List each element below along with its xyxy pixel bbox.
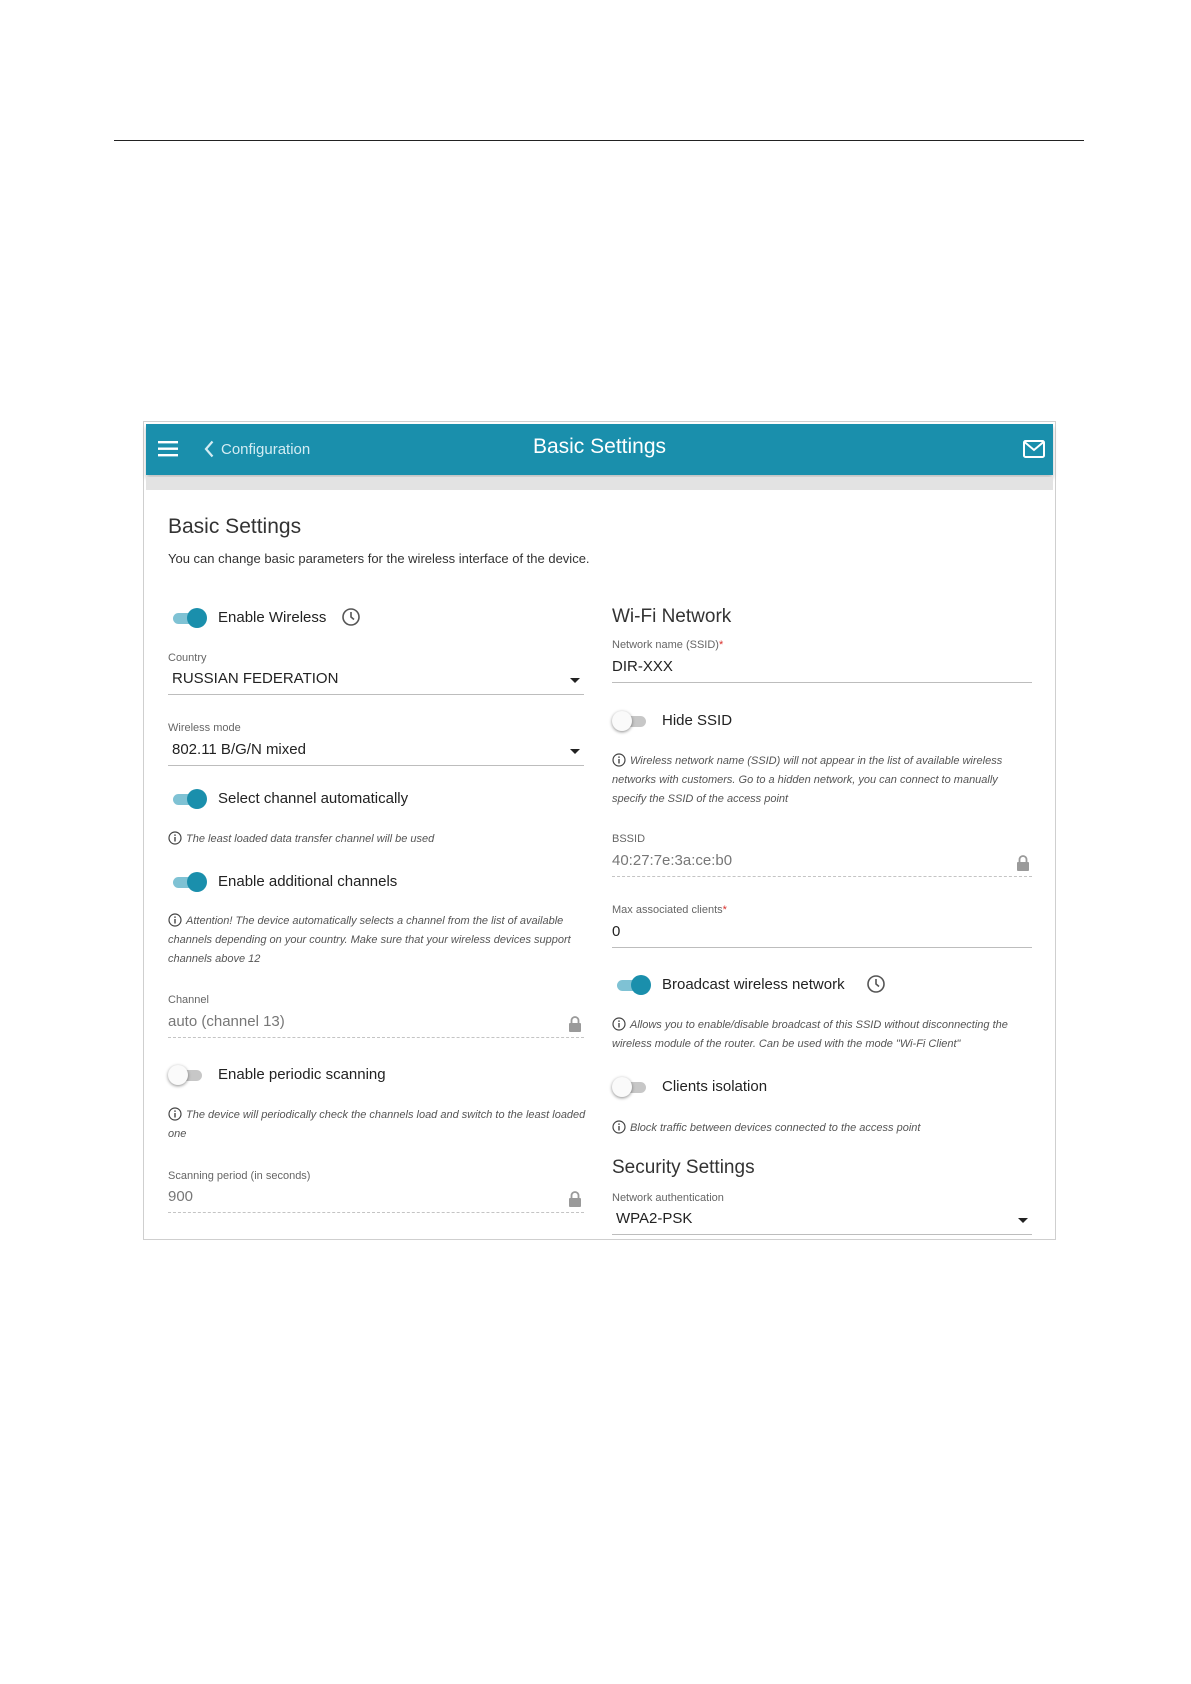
broadcast-hint	[612, 1016, 1034, 1054]
channel-field	[168, 1011, 584, 1038]
auth-label: Network authentication	[612, 1192, 724, 1204]
enable-wireless-label: Enable Wireless	[218, 609, 327, 626]
info-icon	[612, 753, 626, 767]
additional-channels-toggle[interactable]	[171, 872, 207, 892]
wireless-mode-value: 802.11 B/G/N mixed	[172, 741, 306, 758]
clients-isolation-hint	[612, 1119, 1034, 1138]
info-icon	[612, 1120, 626, 1134]
top-bar-shadow-strip	[146, 477, 1053, 490]
additional-channels-hint-text: Attention! The device automatically selects a channel from the list of available channels depending on your country. Make sure that your wireless devices support channels above 12	[168, 915, 571, 965]
country-select[interactable]	[168, 668, 584, 695]
max-clients-label	[612, 904, 727, 916]
scanning-period-value: 900	[168, 1188, 194, 1205]
clients-isolation-label: Clients isolation	[662, 1078, 768, 1095]
lock-icon	[568, 1015, 582, 1033]
info-icon	[168, 831, 182, 845]
periodic-scanning-label: Enable periodic scanning	[218, 1066, 386, 1083]
ssid-label	[612, 639, 723, 651]
broadcast-toggle[interactable]	[615, 975, 651, 995]
auto-channel-toggle[interactable]	[171, 789, 207, 809]
back-link-label: Configuration	[221, 440, 311, 458]
clock-icon[interactable]	[866, 974, 886, 994]
page-description: You can change basic parameters for the wireless interface of the device.	[168, 551, 590, 566]
info-icon	[168, 913, 182, 927]
network-authentication-select[interactable]	[612, 1208, 1032, 1235]
bssid-value: 40:27:7e:3a:ce:b0	[612, 852, 733, 869]
auto-channel-hint	[168, 830, 584, 849]
caret-down-icon	[570, 678, 580, 683]
bssid-label: BSSID	[612, 833, 646, 845]
hide-ssid-hint	[612, 752, 1034, 809]
info-icon	[612, 1017, 626, 1031]
periodic-scanning-hint	[168, 1106, 586, 1144]
page-heading: Basic Settings	[168, 515, 302, 538]
bssid-field	[612, 850, 1032, 877]
wireless-mode-label: Wireless mode	[168, 722, 241, 734]
info-icon	[168, 1107, 182, 1121]
channel-label: Channel	[168, 994, 209, 1006]
caret-down-icon	[570, 749, 580, 754]
clients-isolation-hint-text: Block traffic between devices connected to the access point	[630, 1122, 921, 1134]
top-bar-title: Basic Settings	[532, 435, 667, 458]
additional-channels-hint	[168, 912, 586, 969]
channel-value: auto (channel 13)	[168, 1013, 285, 1030]
scanning-period-label: Scanning period (in seconds)	[168, 1170, 311, 1182]
lock-icon	[568, 1190, 582, 1208]
auto-channel-hint-text: The least loaded data transfer channel will be used	[186, 833, 435, 845]
hide-ssid-toggle[interactable]	[612, 711, 648, 731]
max-clients-value: 0	[612, 923, 621, 940]
ssid-label-text: Network name (SSID)	[612, 639, 719, 651]
enable-wireless-toggle[interactable]	[171, 608, 207, 628]
caret-down-icon	[1018, 1218, 1028, 1223]
wifi-network-title: Wi-Fi Network	[612, 606, 732, 627]
country-label: Country	[168, 652, 207, 664]
auto-channel-label: Select channel automatically	[218, 790, 409, 807]
required-asterisk: *	[722, 904, 727, 916]
required-asterisk: *	[718, 639, 724, 651]
periodic-scanning-toggle[interactable]	[168, 1065, 204, 1085]
mail-icon[interactable]	[1022, 438, 1046, 460]
additional-channels-label: Enable additional channels	[218, 873, 398, 890]
lock-icon	[1016, 854, 1030, 872]
clock-icon[interactable]	[341, 607, 361, 627]
country-value: RUSSIAN FEDERATION	[172, 670, 339, 687]
ssid-input[interactable]	[612, 656, 1032, 683]
max-clients-label-text: Max associated clients	[612, 904, 723, 916]
hide-ssid-hint-text: Wireless network name (SSID) will not appear in the list of available wireless networks with customers. Go to a hidden network, you can connect to manually specify the SSID of the access point	[612, 755, 1003, 805]
broadcast-hint-text: Allows you to enable/disable broadcast of this SSID without disconnecting the wireless module of the router. Can be used with the mode "Wi-Fi Client"	[612, 1019, 1008, 1050]
top-bar	[146, 424, 1053, 475]
clients-isolation-toggle[interactable]	[612, 1077, 648, 1097]
router-ui-window	[143, 421, 1056, 1240]
wireless-mode-select[interactable]	[168, 739, 584, 766]
page-rule	[114, 140, 1084, 141]
security-settings-title: Security Settings	[612, 1157, 755, 1178]
hide-ssid-label: Hide SSID	[662, 712, 733, 729]
scanning-period-field	[168, 1186, 584, 1213]
ssid-value: DIR-XXX	[612, 658, 673, 675]
auth-value: WPA2-PSK	[616, 1210, 693, 1227]
max-clients-input[interactable]	[612, 921, 1032, 948]
periodic-scanning-hint-text: The device will periodically check the channels load and switch to the least loaded one	[168, 1109, 586, 1140]
broadcast-label: Broadcast wireless network	[662, 976, 845, 993]
